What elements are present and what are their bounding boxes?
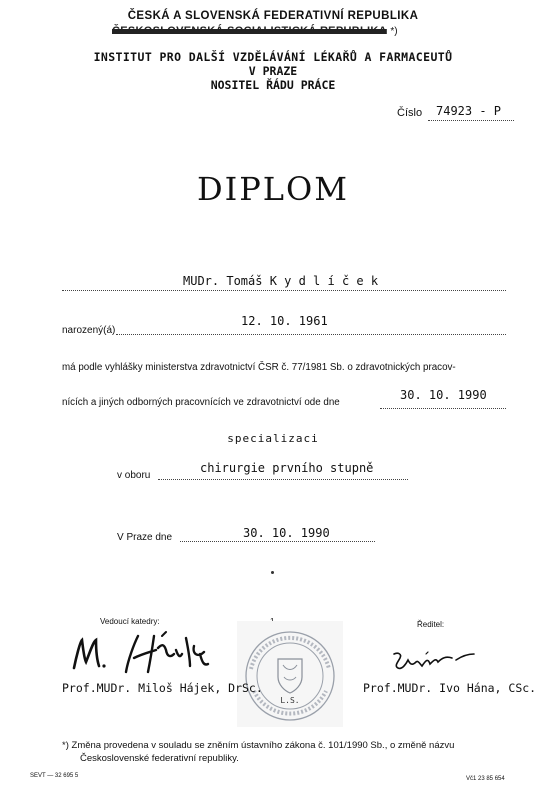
institute-city: V PRAZE — [248, 64, 298, 78]
number-value: 74923 - P — [436, 104, 502, 118]
effective-date: 30. 10. 1990 — [400, 388, 487, 402]
stamp-text: L.S. — [280, 696, 300, 705]
right-signatory-name: Prof.MUDr. Ivo Hána, CSc. — [363, 681, 537, 695]
recipient-name: MUDr. Tomáš K y d l í č e k — [183, 274, 379, 288]
diploma-title: DIPLOM — [196, 170, 350, 208]
left-handwritten-signature — [66, 628, 216, 680]
birth-label: narozený(á) — [62, 325, 116, 336]
birth-date: 12. 10. 1961 — [241, 314, 328, 328]
field-line — [158, 479, 408, 480]
dot-mark — [271, 571, 274, 574]
footnote-line-2: Československé federativní republiky. — [80, 753, 239, 764]
recipient-line — [62, 290, 506, 291]
body-line-2: nících a jiných odborných pracovnících ve zdravotnictví ode dne — [62, 397, 340, 408]
footnote-marker: *) — [390, 26, 398, 37]
field-label: v oboru — [117, 470, 151, 481]
body-line-1: má podle vyhlášky ministerstva zdravotnictví ČSR č. 77/1981 Sb. o zdravotnických pracov- — [62, 362, 456, 373]
struck-text: ČESKOSLOVENSKÁ SOCIALISTICKÁ REPUBLIKA — [112, 25, 387, 37]
footnote-mark: *) — [62, 740, 69, 751]
footnote-line-1 — [62, 740, 454, 751]
footer-code-right: Vč1 23 85 654 — [466, 776, 505, 782]
field-value: chirurgie prvního stupně — [200, 461, 374, 475]
left-signatory-name: Prof.MUDr. Miloš Hájek, DrSc. — [62, 681, 263, 695]
institute-name: INSTITUT PRO DALŠÍ VZDĚLÁVÁNÍ LÉKAŘŮ A FARMACEUTŮ — [93, 50, 453, 64]
right-signature-label: Ředitel: — [417, 620, 445, 629]
right-handwritten-signature — [392, 648, 502, 674]
footnote-text-1: Změna provedena v souladu se zněním ústavního zákona č. 101/1990 Sb., o změně názvu — [71, 740, 455, 751]
left-signature-label: Vedoucí katedry: — [100, 617, 160, 626]
birth-line — [116, 334, 506, 335]
place-date-label: V Praze dne — [117, 532, 173, 543]
place-date-line — [180, 541, 375, 542]
republic-name: ČESKÁ A SLOVENSKÁ FEDERATIVNÍ REPUBLIKA — [127, 10, 419, 22]
number-label: Číslo — [397, 107, 423, 119]
number-line — [428, 120, 514, 121]
specialization-word: specializaci — [227, 432, 319, 445]
effective-date-line — [380, 408, 506, 409]
struck-former-name — [112, 24, 398, 37]
official-stamp — [237, 621, 343, 727]
place-date-value: 30. 10. 1990 — [243, 526, 330, 540]
footer-code-left: SEVT — 32 695 5 — [30, 773, 79, 779]
institute-order: NOSITEL ŘÁDU PRÁCE — [210, 78, 336, 92]
